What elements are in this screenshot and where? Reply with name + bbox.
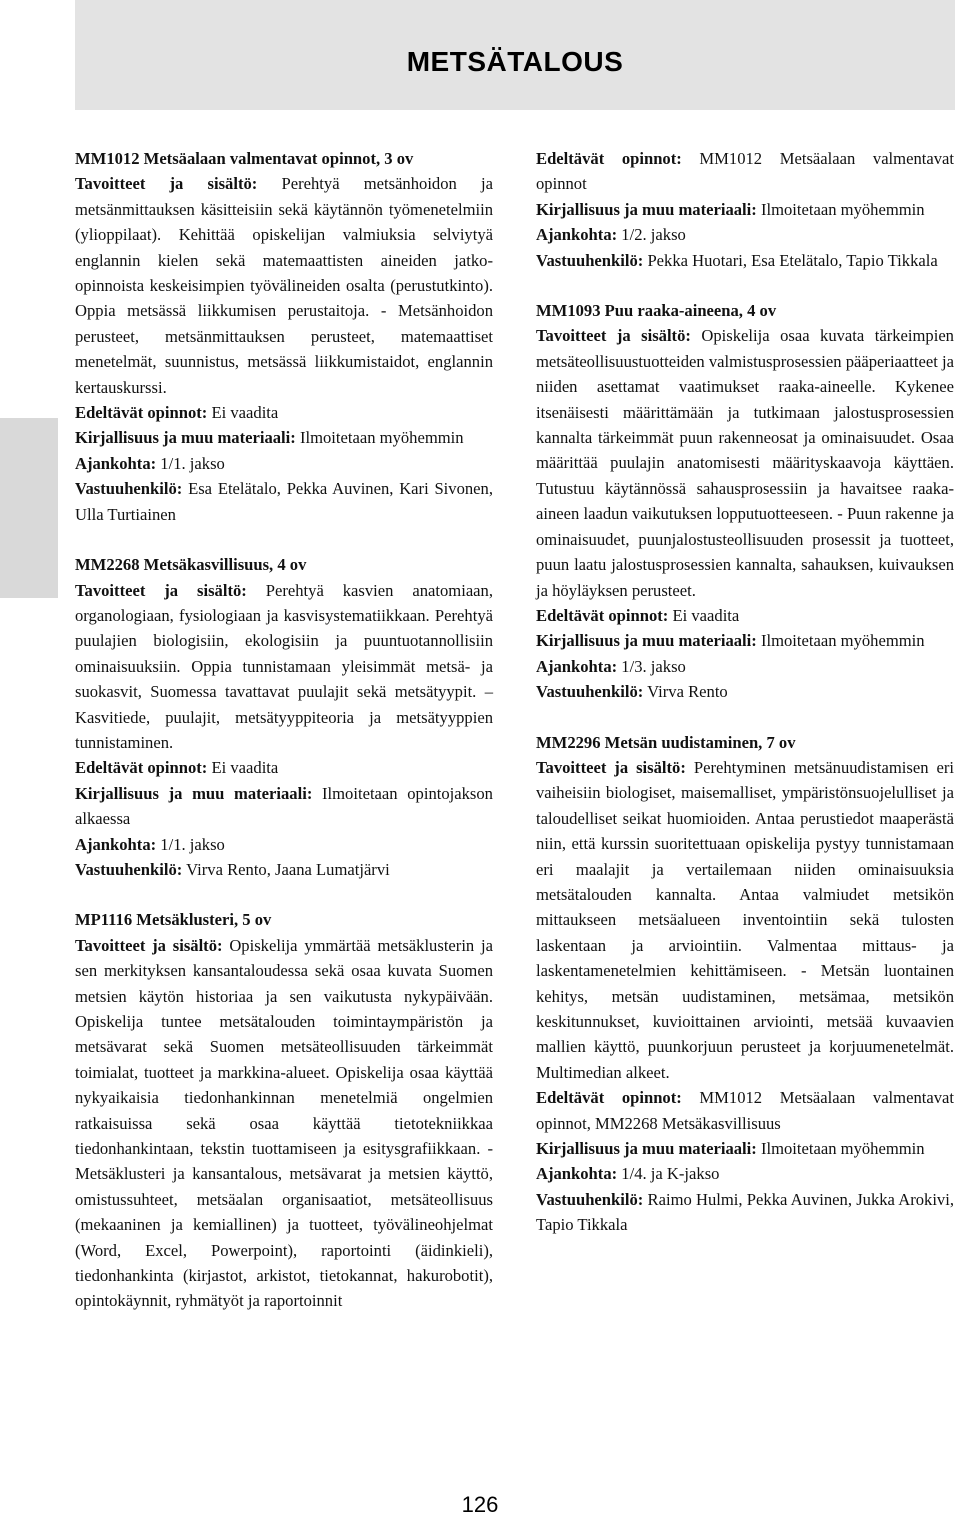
lit-label: Kirjallisuus ja muu materiaali:	[536, 1139, 757, 1159]
goals-label: Tavoitteet ja sisältö:	[75, 580, 247, 600]
lit-text: Ilmoitetaan opintojakson alkaessa	[75, 783, 493, 829]
course-goals	[75, 171, 493, 400]
prereq-text: Ei vaadita	[211, 758, 279, 778]
resp-label: Vastuuhenkilö:	[536, 250, 644, 270]
resp-text: Raimo Hulmi, Pekka Auvinen, Jukka Arokivi, Tapio Tikkala	[536, 1189, 954, 1235]
goals-text: Perehtyä kasvien anatomiaan, organologiaan, fysiologiaan ja kasvisystematiikkaan. Perehtyä puulajien biologisiin, ekologisiin ja puuntuotannollisiin ominaisuuksiin. Oppia tunnistamaan yleisimmät metsä- ja suokasvit, Suomessa tavattavat puulajit sekä metsätyypit. – Kasvitiede, puulajit, metsätyyppiteoria ja metsätyyppien tunnistaminen.	[75, 580, 493, 752]
right-column	[536, 146, 954, 1263]
goals-text: Opiskelija osaa kuvata tärkeimpien metsäteollisuustuotteiden valmistusprosessien pääperiaatteet ja niiden asettamat vaatimukset raaka-aineelle. Kykenee itsenäisesti määrittämään ja tutkimaan jalostusprosessien kannalta tärkeimmät puun rakenneosat ja ominaisuudet. Osaa määrittää puulajin anatomisesti määrityskaavoja käyttäen. Tutustuu käytännössä sahausprosessiin ja havaitsee raaka-aineen laadun vaikutuksen lopputuotteeseen. - Puun rakenne ja ominaisuudet, puunjalostusteollisuuden prosessit ja tuotteet, puun laatu jalostusprosessien kannalta, sahauksen, kuivauksen ja höyläyksen perusteet.	[536, 326, 954, 600]
course-responsible	[536, 248, 954, 273]
timing-text: 1/2. jakso	[621, 225, 686, 245]
resp-text: Esa Etelätalo, Pekka Auvinen, Kari Sivonen, Ulla Turtiainen	[75, 479, 493, 524]
course-title: MM2268 Metsäkasvillisuus, 4 ov	[75, 555, 307, 575]
resp-text: Virva Rento, Jaana Lumatjärvi	[186, 859, 390, 879]
timing-text: 1/1. jakso	[160, 834, 225, 854]
timing-label: Ajankohta:	[75, 453, 157, 473]
side-tab-marker	[0, 418, 58, 598]
timing-text: 1/4. ja K-jakso	[621, 1164, 720, 1184]
goals-label: Tavoitteet ja sisältö:	[536, 326, 691, 346]
course-prerequisites	[536, 146, 954, 197]
lit-text: Ilmoitetaan myöhemmin	[760, 199, 925, 219]
lit-label: Kirjallisuus ja muu materiaali:	[75, 428, 296, 448]
prereq-text: MM1012 Metsäalaan valmentavat opinnot, MM2268 Metsäkasvillisuus	[536, 1088, 954, 1133]
goals-label: Tavoitteet ja sisältö:	[75, 174, 258, 194]
resp-label: Vastuuhenkilö:	[536, 1189, 644, 1209]
goals-label: Tavoitteet ja sisältö:	[75, 935, 223, 955]
lit-text: Ilmoitetaan myöhemmin	[760, 1139, 925, 1159]
course-mm2296	[536, 730, 954, 1238]
course-timing	[75, 451, 493, 476]
prereq-label: Edeltävät opinnot:	[75, 403, 208, 423]
left-column	[75, 146, 493, 1339]
goals-label: Tavoitteet ja sisältö:	[536, 757, 686, 777]
course-prerequisites	[536, 603, 954, 628]
course-mm1093	[536, 298, 954, 705]
goals-text: Opiskelija ymmärtää metsäklusterin ja sen merkityksen kansantaloudessa sekä osaa kuvata Suomen metsien käytön historiaa ja sen vaikutusta nykypäivään. Opiskelija tuntee metsätalouden toimintaympäristön ja metsävarat sekä Suomen metsäteollisuuden tärkeimmät toimialat, tuotteet ja markkina-alueet. Opiskelija osaa käyttää nykyaikaisia tiedonhankinnan menetelmiä ongelmien ratkaisuissa sekä osaa käyttää tietotekniikkaa tiedonhankintaan, tekstin tuottamiseen ja esitysgrafiikkaan. - Metsäklusteri ja kansantalous, metsävarat ja metsien käyttö, omistussuhteet, metsäalan organisaatiot, metsäteollisuus (mekaaninen ja kemiallinen) ja tuotteet, työvälineohjelmat (Word, Excel, Powerpoint), raportointi (äidinkieli), tiedonhankinta (kirjastot, arkistot, tietokannat, hakurobotit), opintokäynnit, ryhmätyöt ja raportoinnit	[75, 935, 493, 1311]
course-literature	[536, 197, 954, 222]
prereq-label: Edeltävät opinnot:	[75, 758, 208, 778]
course-responsible	[536, 1187, 954, 1238]
resp-label: Vastuuhenkilö:	[75, 859, 183, 879]
goals-text: Perehtyä metsänhoidon ja metsänmittauksen käsitteisiin sekä käytännön työmenetelmiin (ylioppilaat). Kehittää opiskelijan valmiuksia selviytyä englannin kielen sekä matemaattisten aineiden jatko-opinnoista keskeisimpien työvälineiden osalta (perustutkinto). Oppia metsässä liikkumisen perustaitoja. - Metsänhoidon perusteet, metsänmittauksen perusteet, matemaattiset menetelmät, suunnistus, metsässä liikkumistaidot, englannin kertauskurssi.	[75, 174, 493, 397]
course-timing	[536, 654, 954, 679]
course-title: MP1116 Metsäklusteri, 5 ov	[75, 910, 272, 930]
course-mm1012	[75, 146, 493, 527]
timing-text: 1/1. jakso	[160, 453, 225, 473]
goals-text: Perehtyminen metsänuudistamisen eri vaiheisiin biologiset, maisemalliset, ympäristönsuojelulliset ja taloudelliset seikat huomioiden. Antaa perustiedot maaperästä niin, että kurssin suoritettuaan opiskelija pystyy tunnistamaan eri maalajit ja vertailemaan niiden ominaisuuksia metsätalouden kannalta. Antaa valmiudet metsikön mittaukseen metsäalueen inventointiin sekä tulosten laskentaan ja arviointiin. Valmentaa mittaus- ja laskentamenetelmien kehittämiseen. - Metsän luontainen kehitys, metsän uudistaminen, metsämaa, metsikön keskitunnukset, kuvioittainen arviointi, metsää kuvaavien mallien käyttö, puunkorjuun perusteet ja korjuumenetelmät. Multimedian alkeet.	[536, 757, 954, 1082]
prereq-label: Edeltävät opinnot:	[536, 1088, 682, 1108]
lit-label: Kirjallisuus ja muu materiaali:	[536, 199, 757, 219]
course-responsible	[75, 857, 493, 882]
timing-text: 1/3. jakso	[621, 656, 686, 676]
course-responsible	[75, 476, 493, 527]
course-prerequisites	[75, 755, 493, 780]
page-number: 126	[461, 1492, 499, 1517]
course-timing	[536, 222, 954, 247]
course-literature	[536, 628, 954, 653]
prereq-label: Edeltävät opinnot:	[536, 605, 669, 625]
course-title: MM1093 Puu raaka-aineena, 4 ov	[536, 301, 777, 321]
course-responsible	[536, 679, 954, 704]
prereq-text: Ei vaadita	[211, 403, 279, 423]
page-title: METSÄTALOUS	[406, 46, 624, 77]
course-prerequisites	[75, 400, 493, 425]
course-literature	[75, 781, 493, 832]
lit-label: Kirjallisuus ja muu materiaali:	[75, 783, 313, 803]
resp-text: Pekka Huotari, Esa Etelätalo, Tapio Tikkala	[647, 250, 938, 270]
course-literature	[536, 1136, 954, 1161]
course-prerequisites	[536, 1085, 954, 1136]
timing-label: Ajankohta:	[536, 1164, 618, 1184]
prereq-text: Ei vaadita	[672, 605, 740, 625]
lit-label: Kirjallisuus ja muu materiaali:	[536, 631, 757, 651]
course-goals	[75, 578, 493, 756]
course-goals	[75, 933, 493, 1314]
course-goals	[536, 323, 954, 602]
timing-label: Ajankohta:	[536, 656, 618, 676]
prereq-text: MM1012 Metsäalaan valmentavat opinnot	[536, 149, 954, 194]
course-title: MM2296 Metsän uudistaminen, 7 ov	[536, 732, 796, 752]
lit-text: Ilmoitetaan myöhemmin	[299, 428, 464, 448]
course-mp1116	[75, 907, 493, 1314]
course-timing	[536, 1161, 954, 1186]
resp-label: Vastuuhenkilö:	[75, 479, 183, 499]
resp-text: Virva Rento	[647, 682, 728, 702]
lit-text: Ilmoitetaan myöhemmin	[760, 631, 925, 651]
course-goals	[536, 755, 954, 1085]
course-title: MM1012 Metsäalaan valmentavat opinnot, 3 ov	[75, 149, 414, 168]
resp-label: Vastuuhenkilö:	[536, 682, 644, 702]
course-literature	[75, 425, 493, 450]
course-timing	[75, 832, 493, 857]
course-mp1116-continued	[536, 146, 954, 273]
timing-label: Ajankohta:	[75, 834, 157, 854]
course-mm2268	[75, 552, 493, 882]
prereq-label: Edeltävät opinnot:	[536, 149, 682, 168]
timing-label: Ajankohta:	[536, 225, 618, 245]
